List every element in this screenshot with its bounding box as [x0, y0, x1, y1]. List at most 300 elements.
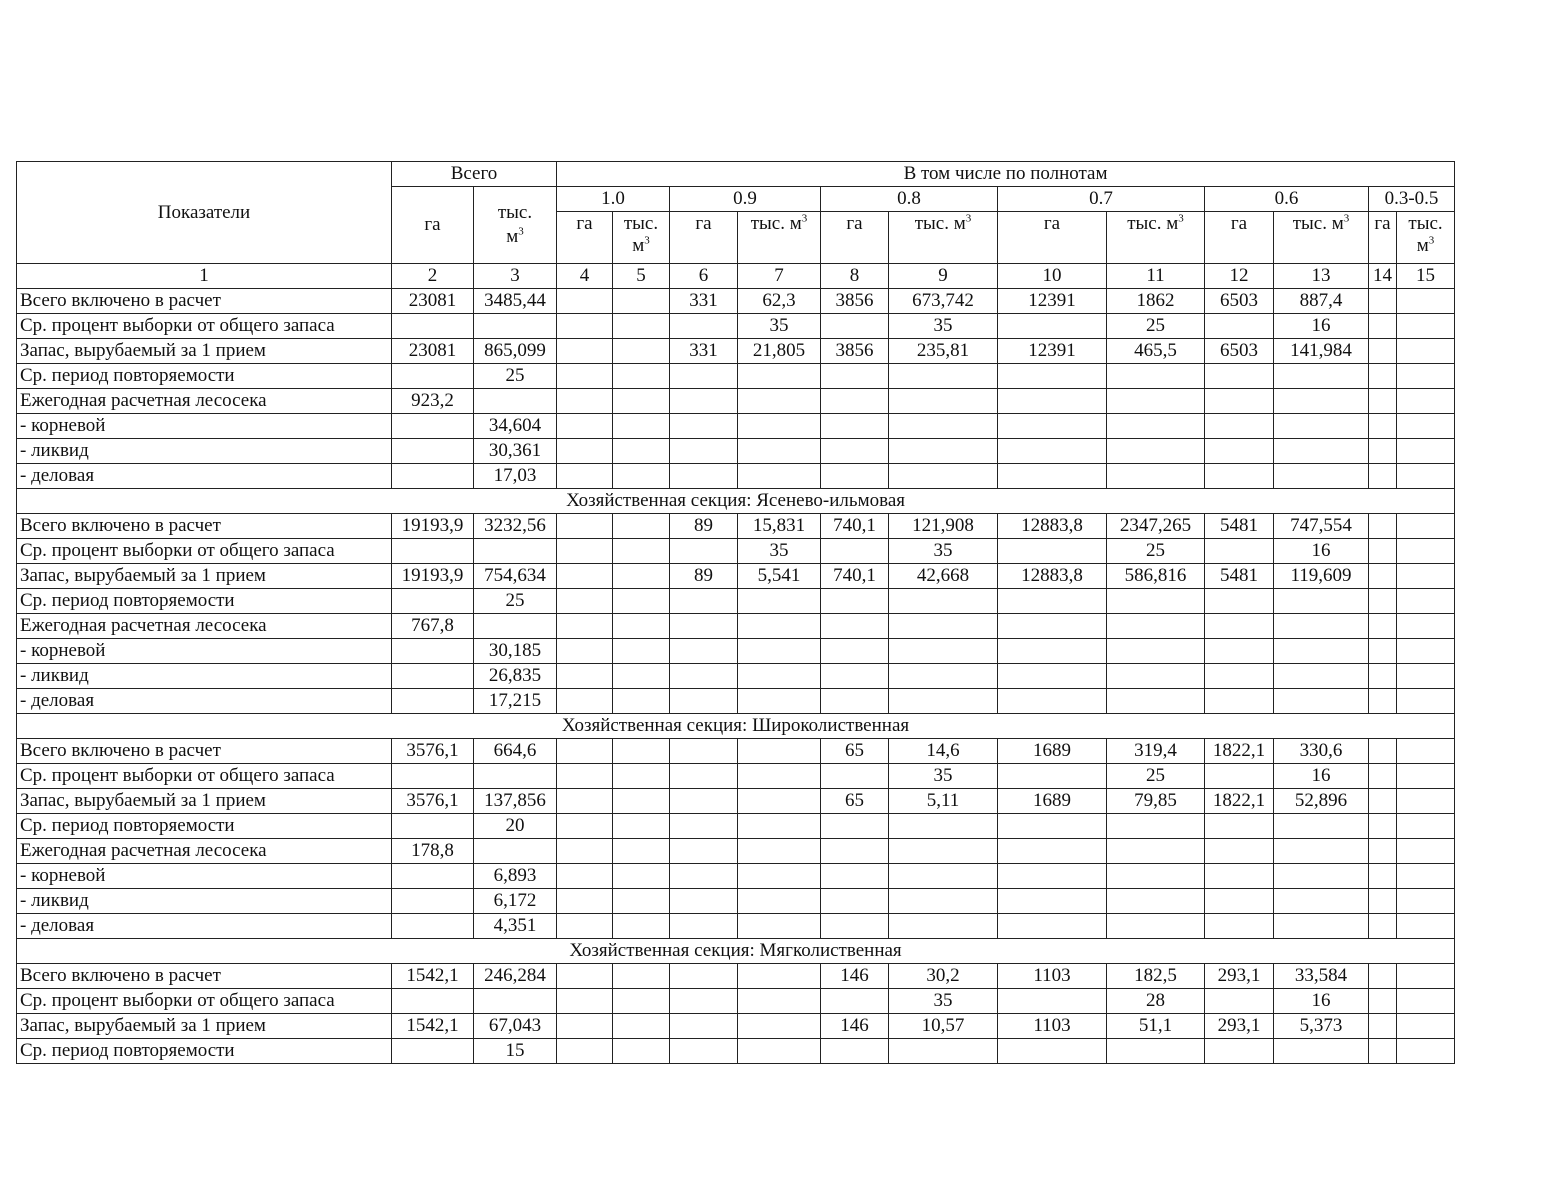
table-cell — [738, 639, 821, 664]
table-cell — [821, 764, 889, 789]
table-cell: 12883,8 — [998, 514, 1107, 539]
table-cell — [1274, 614, 1369, 639]
table-cell: 137,856 — [474, 789, 557, 814]
table-cell: 767,8 — [392, 614, 474, 639]
table-row — [17, 414, 1455, 439]
table-cell — [557, 814, 613, 839]
row-label: Запас, вырубаемый за 1 прием — [17, 789, 392, 814]
table-cell — [557, 864, 613, 889]
column-number: 2 — [392, 264, 474, 289]
table-cell: 51,1 — [1107, 1014, 1205, 1039]
table-cell: 740,1 — [821, 514, 889, 539]
table-cell — [1369, 864, 1397, 889]
table-cell — [613, 789, 670, 814]
column-number: 7 — [738, 264, 821, 289]
table-cell — [738, 739, 821, 764]
table-cell — [392, 539, 474, 564]
table-cell — [1397, 964, 1455, 989]
table-cell — [738, 614, 821, 639]
table-cell: 6,893 — [474, 864, 557, 889]
table-cell — [557, 1014, 613, 1039]
table-row — [17, 614, 1455, 639]
table-cell — [1274, 389, 1369, 414]
unit-m-label: м — [506, 226, 519, 247]
unit-sup-label: 3 — [644, 234, 650, 247]
unit-sup-label: 3 — [1178, 212, 1184, 225]
table-cell — [1107, 639, 1205, 664]
table-cell — [738, 689, 821, 714]
table-cell — [738, 589, 821, 614]
table-cell — [1369, 839, 1397, 864]
table-row — [17, 389, 1455, 414]
table-cell — [889, 614, 998, 639]
table-cell: 923,2 — [392, 389, 474, 414]
table-cell: 12883,8 — [998, 564, 1107, 589]
table-cell — [474, 314, 557, 339]
table-cell — [557, 914, 613, 939]
table-cell — [1369, 964, 1397, 989]
table-cell — [1205, 539, 1274, 564]
table-cell — [889, 889, 998, 914]
header-by-density: В том числе по полнотам — [557, 162, 1455, 187]
row-label: Ср. период повторяемости — [17, 589, 392, 614]
table-cell — [889, 389, 998, 414]
row-label: Всего включено в расчет — [17, 964, 392, 989]
table-cell — [1274, 639, 1369, 664]
table-cell — [889, 639, 998, 664]
column-number: 3 — [474, 264, 557, 289]
table-cell: 754,634 — [474, 564, 557, 589]
table-cell — [998, 914, 1107, 939]
table-cell — [557, 789, 613, 814]
table-cell — [670, 1014, 738, 1039]
table-cell — [392, 814, 474, 839]
table-cell — [557, 389, 613, 414]
table-cell — [613, 964, 670, 989]
table-cell — [1397, 664, 1455, 689]
table-cell: 5481 — [1205, 514, 1274, 539]
table-cell — [738, 964, 821, 989]
header-density-4: 0.7 — [998, 187, 1205, 212]
header-total-vol — [474, 187, 557, 264]
table-row — [17, 989, 1455, 1014]
unit-sup-label: 3 — [1428, 234, 1435, 247]
table-cell — [670, 814, 738, 839]
table-cell — [889, 1039, 998, 1064]
table-cell — [821, 889, 889, 914]
table-cell: 1822,1 — [1205, 739, 1274, 764]
section-title: Хозяйственная секция: Ясенево-ильмовая — [17, 489, 1455, 514]
table-cell — [821, 664, 889, 689]
table-cell — [613, 889, 670, 914]
table-cell — [613, 339, 670, 364]
unit-vol-cell — [613, 212, 670, 264]
unit-ha-cell — [670, 212, 738, 264]
table-cell: 67,043 — [474, 1014, 557, 1039]
table-cell — [670, 314, 738, 339]
table-cell — [821, 989, 889, 1014]
unit-ha-cell — [557, 212, 613, 264]
row-label: Всего включено в расчет — [17, 289, 392, 314]
table-cell: 119,609 — [1274, 564, 1369, 589]
table-cell — [998, 439, 1107, 464]
table-cell — [1274, 414, 1369, 439]
table-cell — [1107, 914, 1205, 939]
table-cell — [821, 464, 889, 489]
unit-ha-label: га — [846, 213, 863, 234]
table-cell — [392, 664, 474, 689]
table-cell — [1107, 414, 1205, 439]
table-cell: 42,668 — [889, 564, 998, 589]
row-label: Ежегодная расчетная лесосека — [17, 389, 392, 414]
table-cell: 235,81 — [889, 339, 998, 364]
table-cell: 3856 — [821, 289, 889, 314]
table-cell: 16 — [1274, 989, 1369, 1014]
table-cell: 17,03 — [474, 464, 557, 489]
table-cell — [1107, 689, 1205, 714]
table-cell — [1107, 589, 1205, 614]
table-cell — [998, 389, 1107, 414]
table-cell — [1369, 989, 1397, 1014]
table-cell — [613, 289, 670, 314]
table-cell: 1542,1 — [392, 1014, 474, 1039]
table-cell: 141,984 — [1274, 339, 1369, 364]
table-cell — [998, 414, 1107, 439]
table-cell — [392, 889, 474, 914]
table-cell: 35 — [889, 989, 998, 1014]
table-cell — [821, 839, 889, 864]
table-cell: 30,2 — [889, 964, 998, 989]
row-label: - ликвид — [17, 889, 392, 914]
table-row — [17, 564, 1455, 589]
table-cell — [1274, 439, 1369, 464]
table-cell — [1369, 439, 1397, 464]
table-cell — [1205, 814, 1274, 839]
table-cell — [557, 889, 613, 914]
table-cell — [1205, 589, 1274, 614]
table-cell — [1397, 514, 1455, 539]
table-cell — [1397, 914, 1455, 939]
table-cell: 5,373 — [1274, 1014, 1369, 1039]
table-cell — [1369, 889, 1397, 914]
table-cell — [1274, 364, 1369, 389]
table-cell — [557, 964, 613, 989]
table-cell — [1107, 839, 1205, 864]
table-cell — [889, 914, 998, 939]
section-title: Хозяйственная секция: Широколиственная — [17, 714, 1455, 739]
table-cell — [821, 439, 889, 464]
table-cell: 331 — [670, 339, 738, 364]
row-label: Ежегодная расчетная лесосека — [17, 614, 392, 639]
column-number: 1 — [17, 264, 392, 289]
table-cell — [392, 764, 474, 789]
table-cell — [557, 414, 613, 439]
table-cell — [1205, 839, 1274, 864]
table-cell: 23081 — [392, 339, 474, 364]
table-cell: 28 — [1107, 989, 1205, 1014]
table-cell: 25 — [1107, 764, 1205, 789]
table-cell — [1397, 364, 1455, 389]
table-cell: 20 — [474, 814, 557, 839]
table-cell — [821, 539, 889, 564]
table-cell — [889, 839, 998, 864]
table-cell — [1397, 889, 1455, 914]
table-row — [17, 1014, 1455, 1039]
table-cell — [1205, 889, 1274, 914]
table-row — [17, 339, 1455, 364]
table-cell — [613, 764, 670, 789]
table-cell — [1205, 639, 1274, 664]
row-label: Ср. процент выборки от общего запаса — [17, 989, 392, 1014]
table-cell — [998, 664, 1107, 689]
table-cell — [392, 439, 474, 464]
row-label: - ликвид — [17, 664, 392, 689]
table-cell — [821, 639, 889, 664]
column-number: 4 — [557, 264, 613, 289]
table-cell: 35 — [889, 539, 998, 564]
unit-ha-cell — [1205, 212, 1274, 264]
table-cell — [557, 314, 613, 339]
table-cell — [613, 539, 670, 564]
table-cell — [613, 614, 670, 639]
table-cell — [738, 889, 821, 914]
table-cell — [392, 314, 474, 339]
table-row — [17, 439, 1455, 464]
row-label: - деловая — [17, 914, 392, 939]
column-number: 10 — [998, 264, 1107, 289]
table-cell — [1397, 689, 1455, 714]
table-cell: 178,8 — [392, 839, 474, 864]
table-cell — [998, 889, 1107, 914]
table-cell — [821, 314, 889, 339]
table-cell — [1205, 364, 1274, 389]
unit-vol-cell — [1397, 212, 1455, 264]
table-cell — [821, 614, 889, 639]
table-cell: 35 — [738, 539, 821, 564]
table-cell — [613, 814, 670, 839]
table-cell — [889, 689, 998, 714]
table-cell — [1369, 1039, 1397, 1064]
table-cell — [1369, 364, 1397, 389]
table-row — [17, 364, 1455, 389]
table-cell — [670, 1039, 738, 1064]
table-row — [17, 589, 1455, 614]
table-row — [17, 789, 1455, 814]
table-cell — [670, 389, 738, 414]
table-cell — [1274, 664, 1369, 689]
unit-ha-label: га — [1230, 213, 1248, 234]
header-density-3: 0.8 — [821, 187, 998, 212]
table-cell — [1107, 389, 1205, 414]
table-cell: 3856 — [821, 339, 889, 364]
table-cell — [670, 614, 738, 639]
row-label: - корневой — [17, 414, 392, 439]
unit-ha-label: га — [576, 213, 593, 234]
column-number: 11 — [1107, 264, 1205, 289]
table-cell — [821, 864, 889, 889]
table-cell — [474, 539, 557, 564]
table-cell — [1274, 914, 1369, 939]
unit-vol-label: тыс. м — [914, 213, 966, 234]
table-cell — [1397, 564, 1455, 589]
table-cell — [1369, 539, 1397, 564]
table-cell — [821, 814, 889, 839]
table-cell: 2347,265 — [1107, 514, 1205, 539]
table-cell: 121,908 — [889, 514, 998, 539]
table-row — [17, 664, 1455, 689]
unit-vol-label: тыс. — [497, 202, 533, 223]
table-cell — [557, 339, 613, 364]
table-cell: 747,554 — [1274, 514, 1369, 539]
table-cell: 887,4 — [1274, 289, 1369, 314]
table-cell: 1862 — [1107, 289, 1205, 314]
table-cell: 25 — [1107, 539, 1205, 564]
table-cell — [557, 664, 613, 689]
forest-cutting-table — [16, 161, 1455, 1064]
table-cell — [998, 589, 1107, 614]
table-cell: 30,185 — [474, 639, 557, 664]
column-number: 6 — [670, 264, 738, 289]
table-cell — [1397, 389, 1455, 414]
table-cell — [1397, 839, 1455, 864]
table-cell — [392, 689, 474, 714]
table-cell — [1205, 464, 1274, 489]
table-cell — [670, 864, 738, 889]
table-cell — [392, 589, 474, 614]
table-cell — [613, 564, 670, 589]
unit-ha-cell — [1369, 212, 1397, 264]
table-cell — [1274, 839, 1369, 864]
table-cell: 12391 — [998, 289, 1107, 314]
table-cell — [998, 814, 1107, 839]
table-cell: 3576,1 — [392, 789, 474, 814]
table-cell — [889, 364, 998, 389]
row-label: Ср. процент выборки от общего запаса — [17, 539, 392, 564]
table-cell — [474, 614, 557, 639]
table-cell — [1205, 439, 1274, 464]
table-cell — [557, 839, 613, 864]
table-cell — [1107, 364, 1205, 389]
table-cell: 35 — [738, 314, 821, 339]
unit-ha-cell — [998, 212, 1107, 264]
row-label: Всего включено в расчет — [17, 739, 392, 764]
table-cell — [821, 414, 889, 439]
table-cell — [1369, 614, 1397, 639]
table-cell — [1397, 614, 1455, 639]
table-cell: 6,172 — [474, 889, 557, 914]
table-cell — [1107, 889, 1205, 914]
table-cell: 673,742 — [889, 289, 998, 314]
table-cell — [392, 364, 474, 389]
table-cell — [1369, 314, 1397, 339]
table-cell: 5,11 — [889, 789, 998, 814]
table-cell — [1205, 664, 1274, 689]
table-cell — [1107, 439, 1205, 464]
column-number: 8 — [821, 264, 889, 289]
table-cell: 6503 — [1205, 289, 1274, 314]
header-density-5: 0.6 — [1205, 187, 1369, 212]
unit-ha-label: га — [1043, 213, 1061, 234]
table-cell — [821, 1039, 889, 1064]
table-cell — [1369, 914, 1397, 939]
table-cell — [613, 364, 670, 389]
table-cell — [1369, 1014, 1397, 1039]
table-cell: 586,816 — [1107, 564, 1205, 589]
table-cell: 14,6 — [889, 739, 998, 764]
table-cell — [557, 364, 613, 389]
table-cell — [889, 439, 998, 464]
column-number: 13 — [1274, 264, 1369, 289]
table-cell — [738, 839, 821, 864]
table-cell — [998, 464, 1107, 489]
table-cell — [1369, 814, 1397, 839]
table-cell — [1397, 814, 1455, 839]
table-cell: 89 — [670, 514, 738, 539]
table-cell: 65 — [821, 739, 889, 764]
table-cell: 35 — [889, 764, 998, 789]
table-row — [17, 889, 1455, 914]
table-cell — [613, 864, 670, 889]
unit-ha-label: га — [695, 213, 712, 234]
table-cell: 1542,1 — [392, 964, 474, 989]
table-cell — [998, 364, 1107, 389]
table-cell — [1397, 339, 1455, 364]
table-cell: 664,6 — [474, 739, 557, 764]
table-cell — [821, 389, 889, 414]
table-cell — [670, 839, 738, 864]
table-cell — [1107, 614, 1205, 639]
table-cell — [557, 614, 613, 639]
table-cell: 4,351 — [474, 914, 557, 939]
table-cell — [1107, 814, 1205, 839]
table-cell — [998, 539, 1107, 564]
unit-sup-label: 3 — [518, 225, 524, 238]
table-cell — [1397, 1014, 1455, 1039]
table-row — [17, 764, 1455, 789]
table-cell: 330,6 — [1274, 739, 1369, 764]
table-cell — [738, 664, 821, 689]
table-cell — [1369, 589, 1397, 614]
unit-sup-label: 3 — [965, 212, 972, 225]
table-cell — [670, 889, 738, 914]
table-row — [17, 639, 1455, 664]
table-cell — [738, 389, 821, 414]
table-cell — [1205, 989, 1274, 1014]
table-cell — [670, 764, 738, 789]
table-cell: 1103 — [998, 1014, 1107, 1039]
unit-ha-label: га — [1374, 213, 1391, 234]
unit-vol-label: тыс. — [623, 213, 659, 234]
table-cell — [613, 689, 670, 714]
row-label: Всего включено в расчет — [17, 514, 392, 539]
row-label: Ср. процент выборки от общего запаса — [17, 314, 392, 339]
table-cell — [557, 764, 613, 789]
table-cell — [392, 864, 474, 889]
table-cell: 30,361 — [474, 439, 557, 464]
table-cell: 16 — [1274, 314, 1369, 339]
table-cell — [738, 864, 821, 889]
table-cell: 1103 — [998, 964, 1107, 989]
table-cell — [670, 964, 738, 989]
table-cell — [613, 414, 670, 439]
unit-vol-cell — [1274, 212, 1369, 264]
table-cell: 1689 — [998, 789, 1107, 814]
table-cell — [392, 1039, 474, 1064]
table-cell — [889, 864, 998, 889]
row-label: - деловая — [17, 689, 392, 714]
column-number: 14 — [1369, 264, 1397, 289]
table-cell: 79,85 — [1107, 789, 1205, 814]
